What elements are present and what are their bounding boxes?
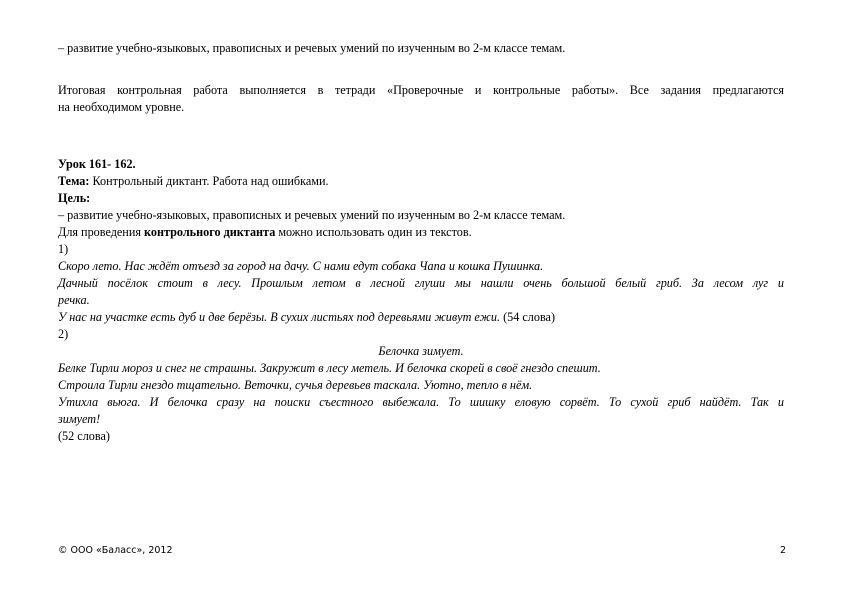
text2-line-4: зимует!: [58, 412, 101, 426]
text1-marker: 1): [58, 242, 69, 256]
lesson-number: [58, 156, 784, 173]
text1-line-1: Скоро лето. Нас ждёт отъезд за город на дачу. С нами едут собака Чапа и кошка Пушинка.: [58, 259, 544, 273]
text1-line-2: Дачный посёлок стоит в лесу. Прошлым летом в лесной глуши мы нашли очень большой белый гриб. За лесом луг и: [58, 276, 784, 290]
instruction-bold: контрольного диктанта: [144, 225, 276, 239]
text2-line-2: Строила Тирли гнездо тщательно. Веточки, сучья деревьев таскала. Уютно, тепло в нём.: [58, 378, 533, 392]
instruction-post: можно использовать один из текстов.: [275, 225, 472, 239]
text1-word-count: (54 слова): [500, 310, 556, 324]
text1-line-4-text: У нас на участке есть дуб и две берёзы. В сухих листьях под деревьями живут ежи.: [58, 310, 501, 324]
lesson-number-text: Урок 161- 162.: [58, 157, 136, 171]
text1-line-4: [58, 309, 784, 326]
text2-line-1: Белке Тирли мороз и снег не страшны. Закружит в лесу метель. И белочка скорей в своё гнездо спешит.: [58, 361, 601, 375]
topic-label: Тема:: [58, 174, 90, 188]
text1-line-3: речка.: [58, 293, 90, 307]
lesson-goal-text: – развитие учебно-языковых, правописных и речевых умений по изученным во 2-м классе темам.: [58, 208, 566, 222]
text2-word-count: (52 слова): [58, 429, 110, 443]
goal-label: Цель:: [58, 191, 91, 205]
lesson-instruction: [58, 224, 784, 241]
intro-goal-line: – развитие учебно-языковых, правописных и речевых умений по изученным во 2-м классе темам.: [58, 41, 566, 55]
text2-title: Белочка зимует.: [378, 344, 464, 358]
lesson-topic: [58, 173, 784, 190]
final-work-line-2: на необходимом уровне.: [58, 100, 185, 114]
instruction-pre: Для проведения: [58, 225, 144, 239]
final-work-line-1: Итоговая контрольная работа выполняется в тетради «Проверочные и контрольные работы». Все задания предлагаются: [58, 83, 784, 97]
text2-marker: 2): [58, 327, 69, 341]
topic-text: Контрольный диктант. Работа над ошибками.: [89, 174, 329, 188]
lesson-goal-label: [58, 190, 784, 207]
text2-line-3: Утихла вьюга. И белочка сразу на поиски съестного выбежала. То шишку еловую сорвёт. То сухой гриб найдёт. Так и: [58, 395, 784, 409]
footer-copyright: © ООО «Баласс», 2012: [58, 545, 173, 556]
page-number: 2: [780, 545, 787, 556]
